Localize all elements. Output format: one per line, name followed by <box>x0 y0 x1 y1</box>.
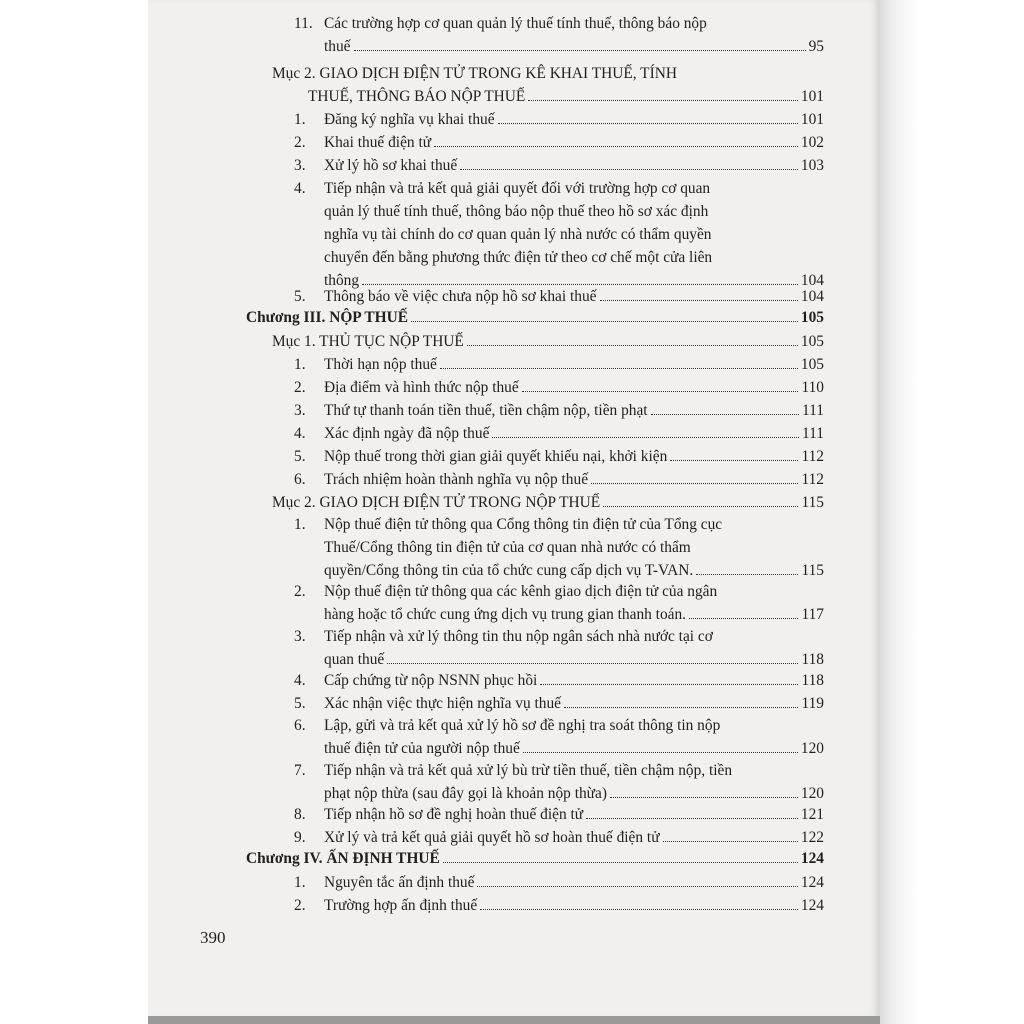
toc-item <box>294 399 824 422</box>
toc-item-number: 11. <box>294 15 313 32</box>
toc-item <box>294 759 824 805</box>
toc-entry-line: nghĩa vụ tài chính do cơ quan quản lý nhà nước có thẩm quyền <box>324 226 712 243</box>
toc-item-number: 6. <box>294 717 306 734</box>
toc-entry-line: Xác nhận việc thực hiện nghĩa vụ thuế <box>324 695 561 712</box>
toc-item <box>294 177 824 292</box>
toc-item <box>294 625 824 671</box>
toc-item <box>294 445 824 468</box>
toc-entry-line: Tiếp nhận hồ sơ đề nghị hoàn thuế điện tử <box>324 806 584 823</box>
dot-leader <box>443 862 798 863</box>
dot-leader <box>670 460 798 461</box>
toc-item <box>294 871 824 894</box>
toc-page-ref: 117 <box>801 606 824 623</box>
dot-leader <box>603 506 798 507</box>
page-number: 390 <box>200 928 226 947</box>
toc-item <box>294 669 824 692</box>
scan-left-margin <box>0 0 148 1024</box>
toc-item-number: 2. <box>294 583 306 600</box>
toc-page-ref: 102 <box>800 134 824 151</box>
toc-entry-line: chuyển đến bằng phương thức điện tử theo cơ chế một cửa liên <box>324 249 713 266</box>
toc-page-ref: 124 <box>800 897 824 914</box>
toc-entry-line: Trách nhiệm hoàn thành nghĩa vụ nộp thuế <box>324 471 589 488</box>
toc-page-ref: 105 <box>800 309 824 326</box>
dot-leader <box>586 818 798 819</box>
toc-item-number: 8. <box>294 806 306 823</box>
toc-chapter <box>246 306 824 329</box>
toc-item-number: 2. <box>294 379 306 396</box>
toc-entry-line: quyền/Cổng thông tin của tổ chức cung cấp dịch vụ T-VAN. <box>324 562 694 579</box>
toc-item <box>294 376 824 399</box>
toc-page-ref: 115 <box>801 562 824 579</box>
toc-page-ref: 105 <box>800 356 824 373</box>
dot-leader <box>434 146 798 147</box>
toc-item-number: 6. <box>294 471 306 488</box>
toc-page-ref: 115 <box>801 494 824 511</box>
toc-entry-line: Xử lý và trả kết quả giải quyết hồ sơ hoàn thuế điện tử <box>324 829 660 846</box>
toc-entry-line: Chương III. NỘP THUẾ <box>246 309 409 326</box>
toc-item <box>294 826 824 849</box>
toc-page-ref: 111 <box>802 425 824 442</box>
toc-chapter <box>246 847 824 870</box>
toc-entry-line: Tiếp nhận và trả kết quả giải quyết đối với trường hợp cơ quan <box>324 180 711 197</box>
dot-leader <box>540 684 798 685</box>
dot-leader <box>477 886 797 887</box>
toc-entry-line: quan thuế <box>324 651 385 668</box>
toc-item <box>294 580 824 626</box>
toc-entry-line: Nộp thuế điện tử thông qua Cổng thông tin điện tử của Tổng cục <box>324 516 723 533</box>
toc-entry-line: Các trường hợp cơ quan quản lý thuế tính thuế, thông báo nộp <box>324 15 707 32</box>
toc-entry-line: quản lý thuế tính thuế, thông báo nộp thuế theo hồ sơ xác định <box>324 203 709 220</box>
toc-entry-line: thuế điện tử của người nộp thuế <box>324 740 520 757</box>
toc-page-ref: 95 <box>808 38 824 55</box>
dot-leader <box>411 321 798 322</box>
toc-item-number: 4. <box>294 425 306 442</box>
toc-entry-line: Xử lý hồ sơ khai thuế <box>324 157 458 174</box>
toc-entry-line: Nguyên tắc ấn định thuế <box>324 874 475 891</box>
dot-leader <box>523 752 798 753</box>
toc-page-ref: 124 <box>800 874 824 891</box>
toc-entry-line: Lập, gửi và trả kết quả xử lý hồ sơ đề nghị tra soát thông tin nộp <box>324 717 721 734</box>
dot-leader <box>522 391 799 392</box>
scan-binding-shadow <box>878 0 1024 1024</box>
toc-item-number: 2. <box>294 134 306 151</box>
toc-page-ref: 104 <box>800 288 824 305</box>
toc-item-number: 5. <box>294 288 306 305</box>
toc-entry-line: phạt nộp thừa (sau đây gọi là khoản nộp thừa) <box>324 785 607 802</box>
toc-item <box>294 285 824 308</box>
toc-item <box>294 353 824 376</box>
dot-leader <box>460 169 798 170</box>
toc-item <box>294 131 824 154</box>
toc-section <box>272 62 824 108</box>
toc-item-number: 7. <box>294 762 306 779</box>
toc-page-ref: 101 <box>800 88 824 105</box>
toc-item <box>294 422 824 445</box>
toc-item-number: 3. <box>294 628 306 645</box>
toc-item <box>294 803 824 826</box>
toc-item-number: 2. <box>294 897 306 914</box>
toc-entry-line: Mục 2. GIAO DỊCH ĐIỆN TỬ TRONG NỘP THUẾ <box>272 494 601 511</box>
toc-item-number: 3. <box>294 402 306 419</box>
toc-item <box>294 108 824 131</box>
toc-entry-line: Thứ tự thanh toán tiền thuế, tiền chậm nộp, tiền phạt <box>324 402 648 419</box>
toc-entry-line: Địa điểm và hình thức nộp thuế <box>324 379 519 396</box>
toc-page-ref: 119 <box>801 695 824 712</box>
toc-entry-line: Cấp chứng từ nộp NSNN phục hồi <box>324 672 538 689</box>
dot-leader <box>591 483 798 484</box>
dot-leader <box>387 663 798 664</box>
toc-entry-line: Trường hợp ấn định thuế <box>324 897 478 914</box>
toc-entry-line: THUẾ, THÔNG BÁO NỘP THUẾ <box>308 88 526 105</box>
toc-page-ref: 118 <box>801 651 824 668</box>
toc-item <box>294 714 824 760</box>
dot-leader <box>498 123 798 124</box>
toc-item-number: 4. <box>294 180 306 197</box>
toc-entry-line: Nộp thuế trong thời gian giải quyết khiếu nại, khởi kiện <box>324 448 668 465</box>
toc-entry-line: Thời hạn nộp thuế <box>324 356 437 373</box>
toc-item <box>294 468 824 491</box>
toc-item-number: 1. <box>294 356 306 373</box>
toc-item <box>294 513 824 582</box>
toc-entry-line: Tiếp nhận và trả kết quả xử lý bù trừ tiền thuế, tiền chậm nộp, tiền <box>324 762 733 779</box>
book-page <box>148 0 878 1018</box>
dot-leader <box>689 618 798 619</box>
toc-page-ref: 112 <box>801 448 824 465</box>
toc-item-number: 9. <box>294 829 306 846</box>
toc-item <box>294 154 824 177</box>
dot-leader <box>600 300 798 301</box>
toc-page-ref: 120 <box>800 740 824 757</box>
dot-leader <box>440 368 798 369</box>
toc-page-ref: 110 <box>801 379 824 396</box>
dot-leader <box>651 414 799 415</box>
toc-page-ref: 120 <box>800 785 824 802</box>
toc-page-ref: 122 <box>800 829 824 846</box>
toc-page-ref: 121 <box>800 806 824 823</box>
dot-leader <box>696 574 798 575</box>
toc-entry-line: Xác định ngày đã nộp thuế <box>324 425 490 442</box>
toc-section <box>272 330 824 353</box>
toc-page-ref: 124 <box>800 850 824 867</box>
toc-entry-line: Nộp thuế điện tử thông qua các kênh giao dịch điện tử của ngân <box>324 583 718 600</box>
toc-item-number: 5. <box>294 448 306 465</box>
toc-entry-line: Tiếp nhận và xử lý thông tin thu nộp ngân sách nhà nước tại cơ <box>324 628 713 645</box>
toc-entry-line: thông <box>324 272 360 289</box>
toc-item-number: 1. <box>294 874 306 891</box>
dot-leader <box>663 841 798 842</box>
dot-leader <box>610 797 798 798</box>
toc-page-ref: 105 <box>800 333 824 350</box>
toc-item-number: 1. <box>294 111 306 128</box>
toc-item-number: 5. <box>294 695 306 712</box>
dot-leader <box>492 437 799 438</box>
dot-leader <box>480 909 798 910</box>
toc-item <box>294 12 824 58</box>
toc-entry-line: Đăng ký nghĩa vụ khai thuế <box>324 111 495 128</box>
toc-page-ref: 111 <box>802 402 824 419</box>
toc-entry-line: Thông báo về việc chưa nộp hồ sơ khai thuế <box>324 288 597 305</box>
dot-leader <box>564 707 799 708</box>
toc-entry-line: hàng hoặc tổ chức cung ứng dịch vụ trung gian thanh toán. <box>324 606 687 623</box>
toc-item-number: 3. <box>294 157 306 174</box>
dot-leader <box>354 50 806 51</box>
toc-page-ref: 103 <box>800 157 824 174</box>
toc-entry-line: Mục 2. GIAO DỊCH ĐIỆN TỬ TRONG KÊ KHAI THUẾ, TÍNH <box>272 65 677 82</box>
toc-entry-line: Thuế/Cổng thông tin điện tử của cơ quan nhà nước có thẩm <box>324 539 691 556</box>
toc-item-number: 1. <box>294 516 306 533</box>
toc-entry-line: Chương IV. ẤN ĐỊNH THUẾ <box>246 850 440 867</box>
toc-entry-line: Khai thuế điện tử <box>324 134 432 151</box>
dot-leader <box>467 345 798 346</box>
toc-item <box>294 894 824 917</box>
toc-entry-line: Mục 1. THỦ TỤC NỘP THUẾ <box>272 333 464 350</box>
toc-item <box>294 692 824 715</box>
page-bottom-edge <box>148 1016 880 1024</box>
toc-entry-line: thuế <box>324 38 351 55</box>
toc-item-number: 4. <box>294 672 306 689</box>
dot-leader <box>528 100 798 101</box>
toc-page-ref: 118 <box>801 672 824 689</box>
toc-page-ref: 101 <box>800 111 824 128</box>
toc-section <box>272 491 824 514</box>
toc-page-ref: 112 <box>801 471 824 488</box>
toc-page-ref: 104 <box>800 272 824 289</box>
